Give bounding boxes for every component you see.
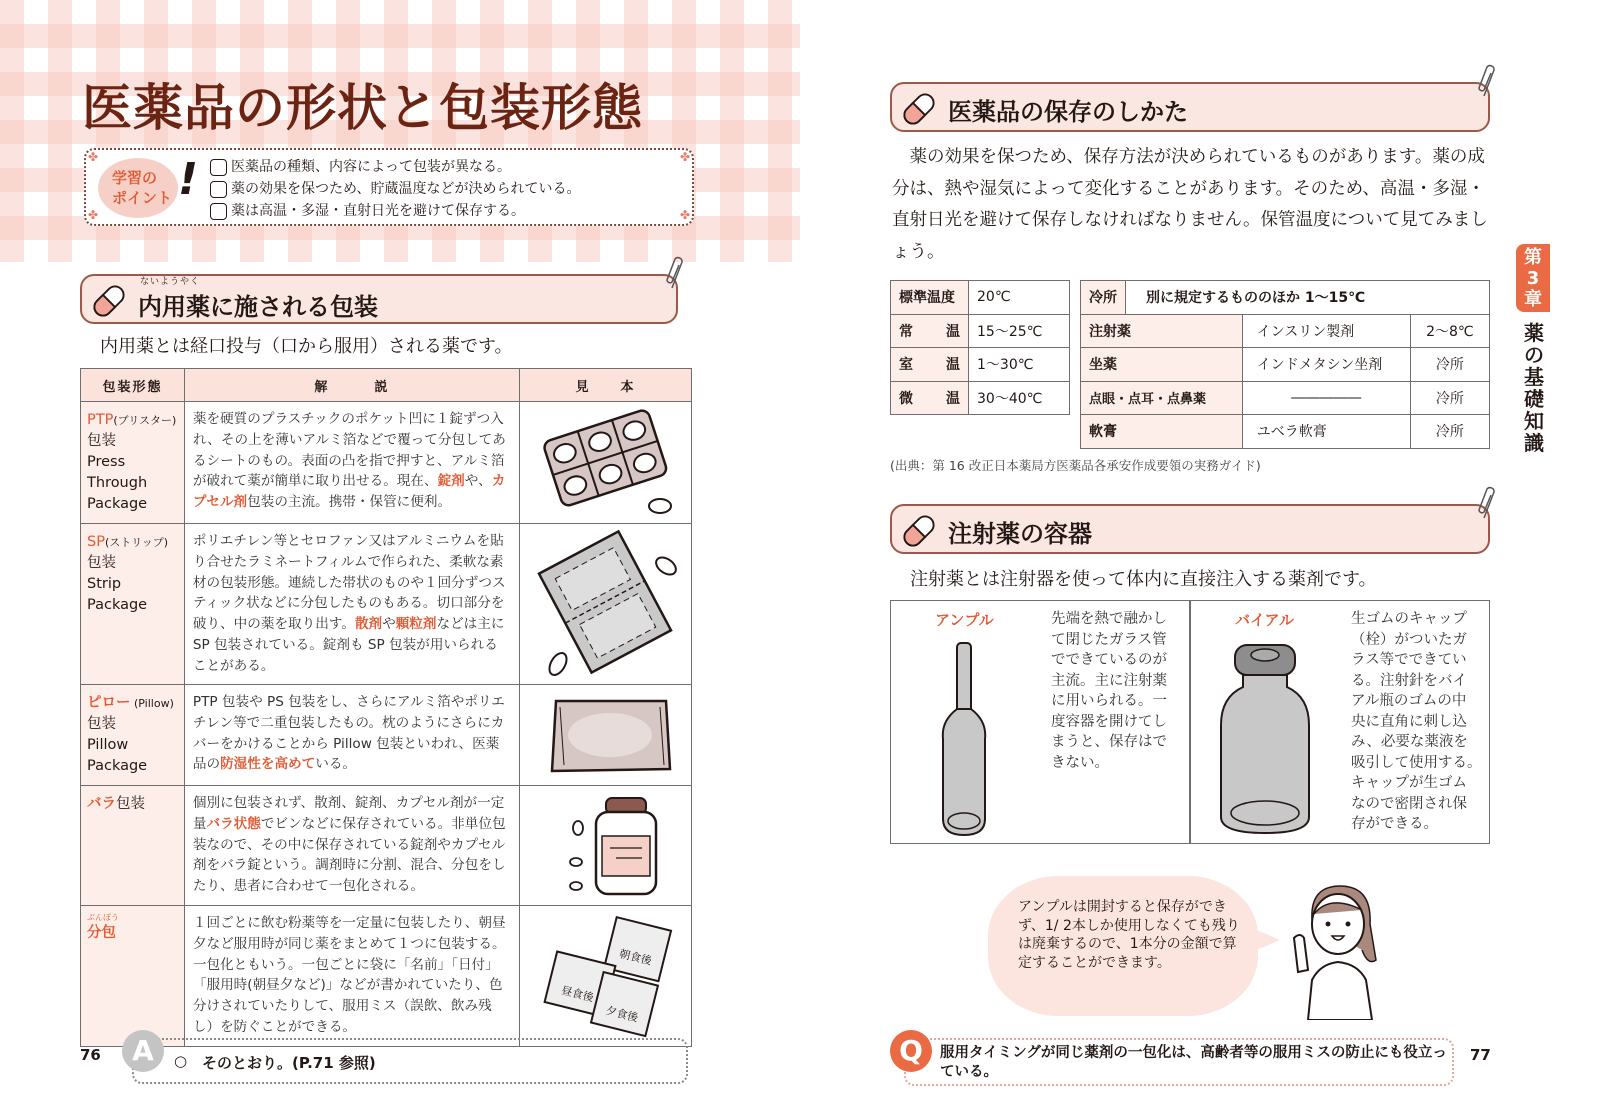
temp-label <box>891 314 969 348</box>
temperature-table <box>890 280 1070 415</box>
chapter-name <box>1520 322 1548 454</box>
desc-line: 存ができる。 <box>1351 816 1438 832</box>
packet-label: 朝食後 <box>617 947 654 968</box>
capsule-icon <box>90 282 128 320</box>
divided-dose-packets-illustration <box>519 906 691 1047</box>
storage-condition: 冷所 <box>1410 381 1489 415</box>
page-title: 医薬品の形状と包装形態 <box>82 79 643 137</box>
table-row <box>81 402 692 524</box>
description <box>184 786 519 906</box>
chapter-tab[interactable] <box>1516 244 1550 312</box>
highlight-term: 防湿性を高めて <box>220 756 316 773</box>
table-row <box>81 786 692 906</box>
learning-points-badge <box>98 158 178 218</box>
section-title: 医薬品の保存のしかた <box>948 98 1188 126</box>
injection-container-box <box>890 600 1490 844</box>
type-line: 包装 <box>87 433 116 449</box>
storage-condition: 2～8℃ <box>1410 314 1489 348</box>
temp-label: 標準温度 <box>891 281 969 315</box>
desc-text: でビンなどに保存されている。非単位包装なので、その中に保存されている錠剤やカプセル剤をバラ錠という。調剤時に分割、混合、分包をしたり、患者に合わせて一包化される。 <box>192 815 506 895</box>
drug-type: 点眼・点耳・点鼻薬 <box>1081 381 1243 415</box>
answer-badge-icon: A <box>122 1030 164 1072</box>
desc-line: 吸引して使用する。 <box>1351 754 1482 771</box>
desc-text: 薬を硬質のプラスチックのポケット凹に１錠ずつ入れ、その上を薄いアルミ箔などで覆って分包してあるシートのもの。表面の凸を指で押すと、アルミ箔が破れて薬が簡単に取り出せる。現在、 <box>192 411 506 490</box>
clover-icon: ✤ <box>680 208 691 222</box>
desc-line: 主流。主に注射薬 <box>1051 672 1167 689</box>
packaging-type <box>81 402 185 524</box>
drug-example: ――――― <box>1242 381 1410 415</box>
page-number-left: 76 <box>80 1046 101 1064</box>
speech-bubble-text: アンプルは開封すると保存ができず、1/ 2本しか使用しなくても残りは廃棄するので、1本分の金額で算定することができます。 <box>1018 899 1240 971</box>
capsule-icon <box>900 90 938 128</box>
highlight-term: 錠剤 <box>437 473 465 490</box>
table-row <box>891 314 1070 348</box>
cold-label: 冷所 <box>1081 281 1126 315</box>
desc-line: て閉じたガラス管 <box>1051 631 1167 648</box>
clover-icon: ✤ <box>88 208 99 222</box>
table-row <box>1081 381 1490 415</box>
answer-mark: ○ <box>174 1052 188 1070</box>
paperclip-icon <box>1478 486 1498 522</box>
type-line: 包装 <box>87 716 116 732</box>
chapter-name-char: の <box>1524 343 1544 367</box>
type-name: ピロー <box>87 695 131 711</box>
section-banner-storage <box>890 82 1490 132</box>
table-row <box>1081 314 1490 348</box>
vial-label: バイアル <box>1235 611 1294 629</box>
desc-text: や、 <box>464 473 492 490</box>
type-note: (ブリスター) <box>113 414 177 427</box>
desc-line: 度容器を開けてし <box>1051 713 1167 730</box>
temp-value: 15～25℃ <box>969 314 1070 348</box>
packaging-type <box>81 685 185 786</box>
strip-package-illustration <box>519 524 691 685</box>
clover-icon: ✤ <box>680 150 691 164</box>
desc-line: み、必要な薬液を <box>1351 734 1468 750</box>
column-header: 見 本 <box>519 369 691 402</box>
label-char: 常 <box>899 323 913 340</box>
question-text: 服用タイミングが同じ薬剤の一包化は、高齢者等の服用ミスの防止にも役立っている。 <box>940 1045 1447 1080</box>
chapter-char: 3 <box>1526 268 1540 289</box>
desc-line: ラス等でできてい <box>1351 652 1467 668</box>
description <box>184 524 519 685</box>
desc-line: に用いられる。一 <box>1051 693 1167 709</box>
packaging-type <box>81 524 185 685</box>
learning-point-item <box>210 200 580 222</box>
desc-text: 個別に包装されず、散剤、錠剤、カプセル剤が一定量 <box>192 795 505 832</box>
vial-description <box>1351 609 1482 835</box>
column-header: 包装形態 <box>81 369 185 402</box>
type-line: Press <box>87 454 126 470</box>
title-ruby: ないようやく <box>140 277 201 287</box>
question-box <box>904 1038 1454 1086</box>
desc-text: ポリエチレン等とセロファン又はアルミニウムを貼り合せたラミネートフィルムで作られた、柔軟な素材の包装形態。連続した帯状のものや１回分ずつスティック状などに分包したものもある。切口部分を破り、中の薬を取り出す。 <box>192 533 506 633</box>
table-row <box>81 685 692 786</box>
drug-example: ユベラ軟膏 <box>1242 415 1410 449</box>
desc-line: 央に直角に刺し込 <box>1351 713 1467 730</box>
temp-label <box>891 381 969 415</box>
learning-points-box <box>84 148 694 226</box>
chapter-name-char: 基 <box>1524 365 1544 389</box>
table-row <box>1081 415 1490 449</box>
question-badge-icon: Q <box>890 1030 932 1072</box>
type-name: SP <box>87 534 105 550</box>
type-name: PTP <box>87 412 114 428</box>
checkbox-icon[interactable] <box>210 181 227 198</box>
description <box>184 402 519 524</box>
table-row <box>1081 348 1490 382</box>
cold-storage-table <box>1080 280 1490 449</box>
section-intro: 内用薬とは経口投与（口から服用）される薬です。 <box>100 336 513 357</box>
chapter-char: 章 <box>1524 289 1542 310</box>
temp-value: 20℃ <box>969 281 1070 315</box>
desc-text: などは主に SP 包装されている。錠剤も SP 包装が用いられることがある。 <box>192 616 505 674</box>
table-header-row <box>81 369 692 402</box>
highlight-term: バラ状態 <box>206 815 261 832</box>
speech-bubble-tail <box>1252 928 1280 952</box>
packet-label: 昼食後 <box>559 983 596 1005</box>
column-header: 解 説 <box>184 369 519 402</box>
section-banner-internal-medicine <box>80 274 678 324</box>
type-line: Package <box>87 496 148 512</box>
desc-line: まうと、保存はで <box>1051 734 1167 750</box>
type-line: Through <box>87 475 148 491</box>
cold-range: 別に規定するもののほか 1～15℃ <box>1126 281 1490 315</box>
desc-line: きない。 <box>1051 754 1109 771</box>
label-char: 室 <box>899 357 913 374</box>
packaging-table <box>80 368 692 1047</box>
point-text: 薬の効果を保つため、貯蔵温度などが決められている。 <box>231 181 581 197</box>
type-line: Strip <box>87 576 122 592</box>
desc-text: PTP 包装や PS 包装をし、さらにアルミ箔やポリエチレン等で二重包装したもの。枕のようにさらにカバーをかけることから Pillow 包装といわれ、医薬品の <box>192 694 505 773</box>
table-row <box>891 381 1070 415</box>
desc-line: 生ゴムのキャップ <box>1351 611 1467 627</box>
learning-point-item <box>210 156 580 178</box>
source-citation: (出典：第 16 改正日本薬局方医薬品各承安作成要領の実務ガイド) <box>890 458 1261 473</box>
chapter-name-char: 薬 <box>1524 321 1544 345</box>
paperclip-icon <box>666 256 686 292</box>
chapter-char: 第 <box>1524 247 1542 268</box>
desc-line: 先端を熱で融かし <box>1051 611 1167 627</box>
packaging-type <box>81 906 185 1047</box>
type-line: Package <box>87 758 148 774</box>
highlight-term: 顆粒剤 <box>395 616 437 633</box>
page-number-right: 77 <box>1470 1046 1491 1064</box>
storage-body-text: 薬の効果を保つため、保存方法が決められているものがあります。薬の成分は、熱や湿気によって変化することがあります。そのため、高温・多湿・直射日光を避けて保存しなければなりません。保管温度について見てみましょう。 <box>892 147 1488 262</box>
chapter-name-char: 識 <box>1524 431 1544 455</box>
desc-line: なので密閉され保 <box>1351 795 1467 812</box>
learning-point-item <box>210 178 580 200</box>
drug-example: インドメタシン坐剤 <box>1242 348 1410 382</box>
desc-line: アル瓶のゴムの中 <box>1351 693 1467 709</box>
storage-condition: 冷所 <box>1410 348 1489 382</box>
answer-box <box>132 1038 688 1084</box>
type-ruby: ぶんぽう <box>87 913 119 922</box>
ampule-illustration <box>931 639 1001 839</box>
section-title: 注射薬の容器 <box>948 520 1092 548</box>
desc-text: 包装の主流。携帯・保管に便利。 <box>247 494 452 511</box>
highlight-term: カプセル剤 <box>192 473 506 511</box>
drug-example: インスリン製剤 <box>1242 314 1410 348</box>
type-note: (ストリップ) <box>104 536 169 549</box>
table-row <box>81 906 692 1047</box>
packet-label: 夕食後 <box>604 1003 640 1025</box>
divider <box>1189 601 1191 843</box>
section-title: 内用薬に施される包装 <box>138 293 378 321</box>
ampule-label: アンプル <box>935 611 994 629</box>
table-row <box>891 348 1070 382</box>
temp-value: 30～40℃ <box>969 381 1070 415</box>
storage-condition: 冷所 <box>1410 415 1489 449</box>
desc-line: る。注射針をバイ <box>1351 672 1467 689</box>
clover-icon: ✤ <box>88 150 99 164</box>
desc-text: いる。 <box>315 756 357 773</box>
table-row <box>1081 281 1490 315</box>
drug-type: 軟膏 <box>1081 415 1243 449</box>
checkbox-icon[interactable] <box>210 159 227 176</box>
label-char: 温 <box>946 390 960 407</box>
chapter-name-char: 礎 <box>1524 387 1544 411</box>
type-line: Pillow <box>87 737 129 753</box>
type-line: 包装 <box>87 555 116 571</box>
desc-text: や <box>382 616 396 633</box>
exclamation-mark: ! <box>178 154 199 205</box>
checkbox-icon[interactable] <box>210 203 227 220</box>
paperclip-icon <box>1478 64 1498 100</box>
vial-illustration <box>1217 641 1313 837</box>
temp-label <box>891 348 969 382</box>
table-row <box>81 524 692 685</box>
section-banner-injection <box>890 504 1490 554</box>
ampule-description <box>1051 609 1167 773</box>
section-intro: 注射薬とは注射器を使って体内に直接注入する薬剤です。 <box>910 569 1377 590</box>
pharmacist-illustration <box>1290 880 1390 1020</box>
type-note: (Pillow) <box>130 697 174 710</box>
ptp-blister-pack-illustration <box>519 402 691 524</box>
desc-line: （栓）がついたガ <box>1351 631 1467 648</box>
answer-text: そのとおり。(P.71 参照) <box>202 1054 376 1072</box>
description <box>184 685 519 786</box>
drug-type: 坐薬 <box>1081 348 1243 382</box>
temp-value: 1～30℃ <box>969 348 1070 382</box>
label-char: 温 <box>946 323 960 340</box>
description <box>184 906 519 1047</box>
type-note: 包装 <box>116 796 145 812</box>
type-line: Package <box>87 597 148 613</box>
chapter-name-char: 知 <box>1524 409 1544 433</box>
capsule-icon <box>900 512 938 550</box>
point-text: 医薬品の種類、内容によって包装が異なる。 <box>231 159 511 175</box>
bulk-bottle-illustration <box>519 786 691 906</box>
table-row <box>891 281 1070 315</box>
learning-points-list <box>210 156 580 222</box>
highlight-term: 散剤 <box>354 616 383 633</box>
type-name: 分包 <box>87 925 116 941</box>
drug-type: 注射薬 <box>1081 314 1243 348</box>
desc-line: キャップが生ゴム <box>1351 775 1467 791</box>
badge-line: 学習の <box>112 169 158 187</box>
pillow-package-illustration <box>519 685 691 786</box>
packaging-type <box>81 786 185 906</box>
type-name: バラ <box>87 796 116 812</box>
badge-line: ポイント <box>112 189 173 207</box>
desc-text: １回ごとに飲む粉薬等を一定量に包装したり、朝昼夕など服用時が同じ薬をまとめて１つに包装する。一包化ともいう。一包ごとに袋に「名前」「日付」「服用時(朝昼夕など)」などが書かれていたり、色分けされていたりして、服用ミス（誤飲、飲み残し）を防ぐことができる。 <box>192 915 506 1035</box>
label-char: 温 <box>946 357 960 374</box>
label-char: 微 <box>899 390 913 407</box>
desc-line: でできているのが <box>1051 652 1167 668</box>
point-text: 薬は高温・多湿・直射日光を避けて保存する。 <box>231 203 525 219</box>
